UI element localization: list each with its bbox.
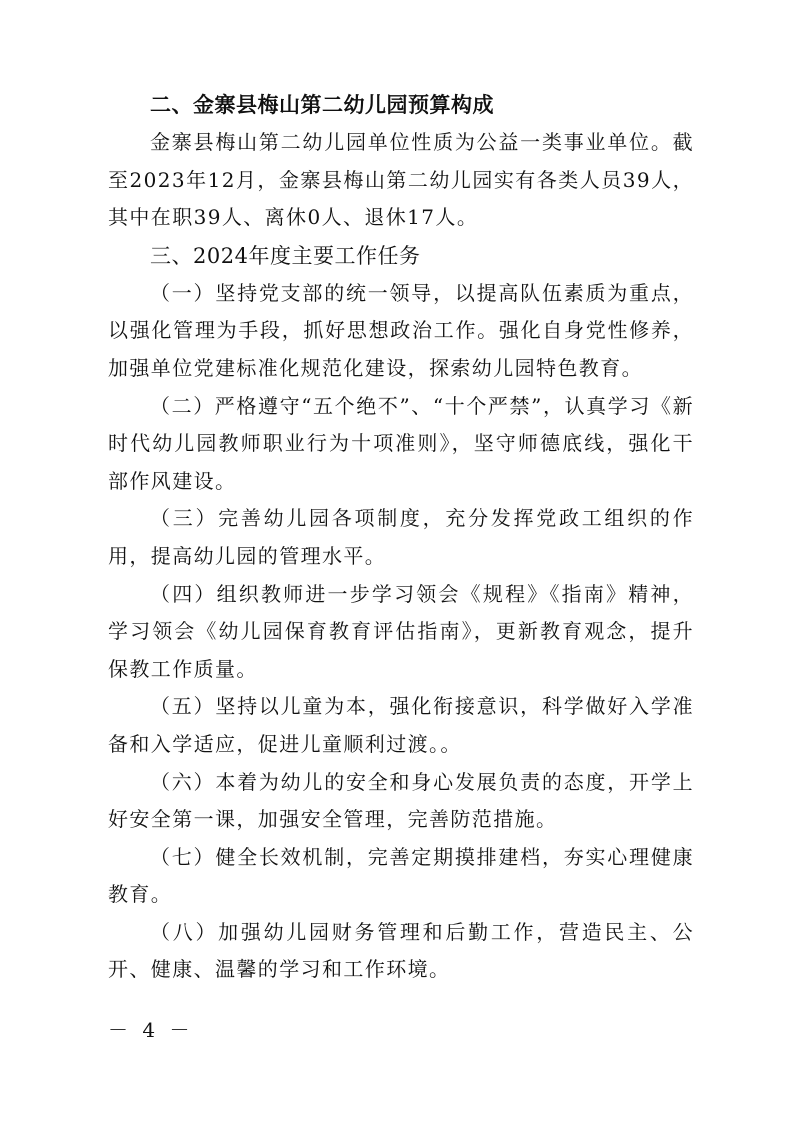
task-item-7: （七）健全长效机制，完善定期摸排建档，夯实心理健康教育。 (108, 844, 694, 907)
task-item-6: （六）本着为幼儿的安全和身心发展负责的态度，开学上好安全第一课，加强安全管理，完善防范措施。 (108, 769, 694, 832)
task-item-1: （一）坚持党支部的统一领导，以提高队伍素质为重点，以强化管理为手段，抓好思想政治工作。强化自身党性修养，加强单位党建标准化规范化建设，探索幼儿园特色教育。 (108, 280, 694, 380)
section-2-heading: 二、金寨县梅山第二幼儿园预算构成 (150, 93, 494, 117)
task-item-2: （二）严格遵守“五个绝不”、“十个严禁”，认真学习《新时代幼儿园教师职业行为十项准则》，坚守师德底线，强化干部作风建设。 (108, 393, 694, 493)
section-2-paragraph: 金寨县梅山第二幼儿园单位性质为公益一类事业单位。截至2023年12月，金寨县梅山第二幼儿园实有各类人员39人，其中在职39人、离休0人、退休17人。 (108, 130, 694, 230)
section-3-heading: 三、2024年度主要工作任务 (150, 243, 421, 268)
task-item-5: （五）坚持以儿童为本，强化衔接意识，科学做好入学准备和入学适应，促进儿童顺利过渡。。 (108, 694, 694, 756)
task-item-8: （八）加强幼儿园财务管理和后勤工作，营造民主、公开、健康、温馨的学习和工作环境。 (108, 919, 694, 982)
document-body (108, 86, 694, 989)
page-number: － 4 － (108, 1018, 194, 1042)
task-item-3: （三）完善幼儿园各项制度，充分发挥党政工组织的作用，提高幼儿园的管理水平。 (108, 506, 694, 568)
task-item-4: （四）组织教师进一步学习领会《规程》《指南》精神，学习领会《幼儿园保育教育评估指南》，更新教育观念，提升保教工作质量。 (108, 581, 694, 681)
